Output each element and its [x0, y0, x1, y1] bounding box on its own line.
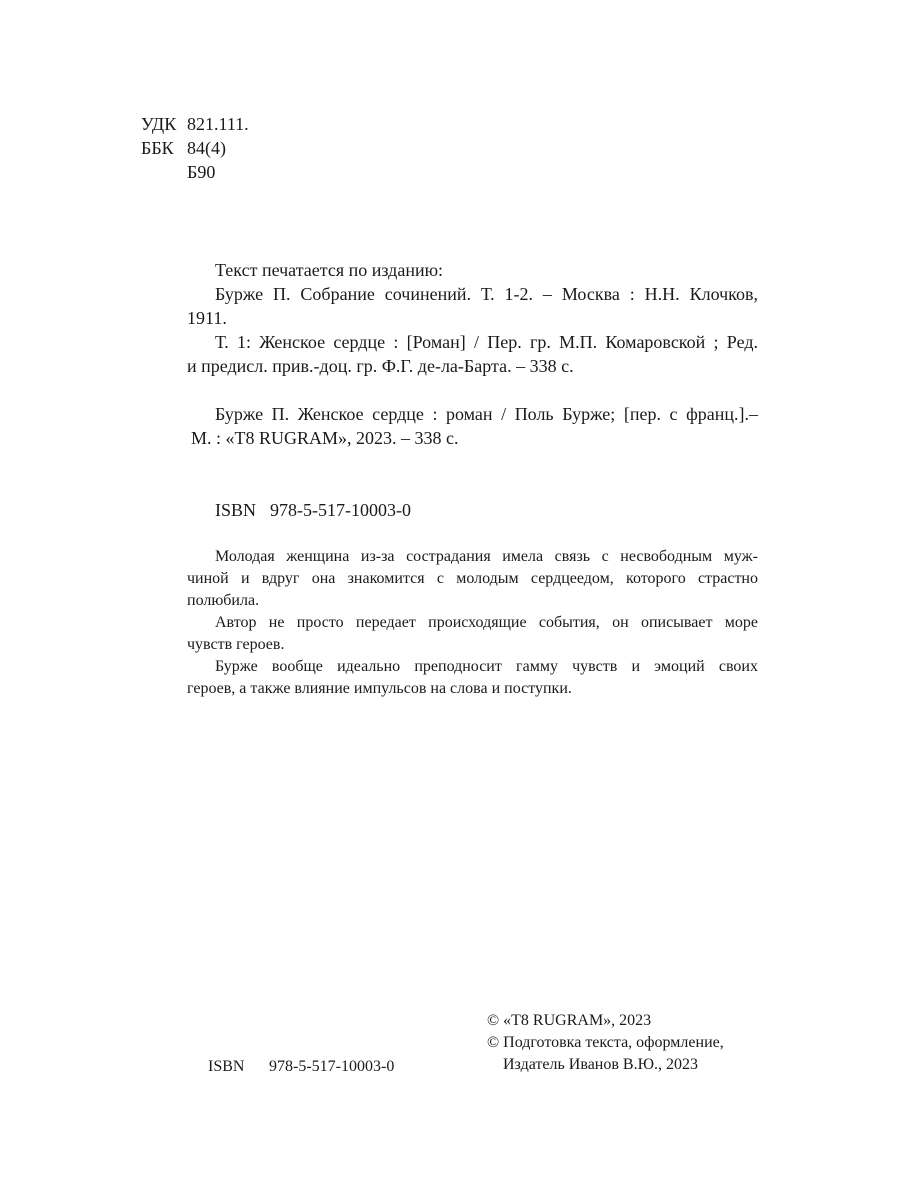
bib-line-2: М. : «T8 RUGRAM», 2023. – 338 с.: [191, 428, 459, 448]
annotation-p3-line1: [187, 656, 758, 678]
source-line-1-text: Бурже П. Собрание сочинений. Т. 1-2. – Москва : Н.Н. Клочков,: [215, 284, 758, 304]
annotation-p1-line1: [187, 546, 758, 568]
source-line-3: [187, 330, 758, 354]
annotation-text: чиной и вдруг она знакомится с молодым сердцеедом, которого страстно: [187, 570, 758, 587]
udk-line: [141, 112, 249, 136]
isbn-top-value: 978-5-517-10003-0: [270, 500, 411, 520]
annotation-p2-line1: [187, 612, 758, 634]
udk-value: 821.111.: [187, 114, 249, 134]
copyright-line-1: © «T8 RUGRAM», 2023: [487, 1012, 652, 1029]
annotation-p2-line2: чувств героев.: [187, 636, 285, 653]
copyright-line-3: Издатель Иванов В.Ю., 2023: [503, 1056, 699, 1073]
annotation-text: Молодая женщина из-за сострадания имела связь с несвободным муж-: [215, 548, 758, 565]
annotation-p1-line2: [187, 568, 758, 590]
source-line-3-text: Т. 1: Женское сердце : [Роман] / Пер. гр. М.П. Комаровской ; Ред.: [215, 332, 758, 352]
bbk-label: ББК: [141, 138, 174, 158]
annotation-text: Автор не просто передает происходящие события, он описывает море: [215, 614, 758, 631]
bib-line-1: [187, 402, 758, 426]
isbn-bottom-value: 978-5-517-10003-0: [269, 1058, 395, 1075]
bib-line-1-text: Бурже П. Женское сердце : роман / Поль Бурже; [пер. с франц.].–: [215, 404, 758, 424]
annotation-text: Бурже вообще идеально преподносит гамму чувств и эмоций своих: [215, 658, 758, 675]
isbn-bottom-label: ISBN: [208, 1058, 245, 1075]
bbk-line: [141, 136, 226, 160]
bbk-value: 84(4): [187, 138, 226, 158]
source-intro: Текст печатается по изданию:: [215, 260, 444, 280]
isbn-bottom: [208, 1056, 394, 1078]
udk-label: УДК: [141, 114, 177, 134]
source-line-4: и предисл. прив.-доц. гр. Ф.Г. де-ла-Барта. – 338 с.: [187, 356, 574, 376]
source-line-2: 1911.: [187, 308, 227, 328]
annotation-p3-line2: героев, а также влияние импульсов на слова и поступки.: [187, 680, 572, 697]
author-mark: Б90: [187, 162, 216, 182]
copyright-line-2: © Подготовка текста, оформление,: [487, 1034, 724, 1051]
isbn-top: [215, 498, 411, 522]
source-line-1: [187, 282, 758, 306]
annotation-p1-line3: полюбила.: [187, 592, 260, 609]
isbn-top-label: ISBN: [215, 500, 257, 520]
